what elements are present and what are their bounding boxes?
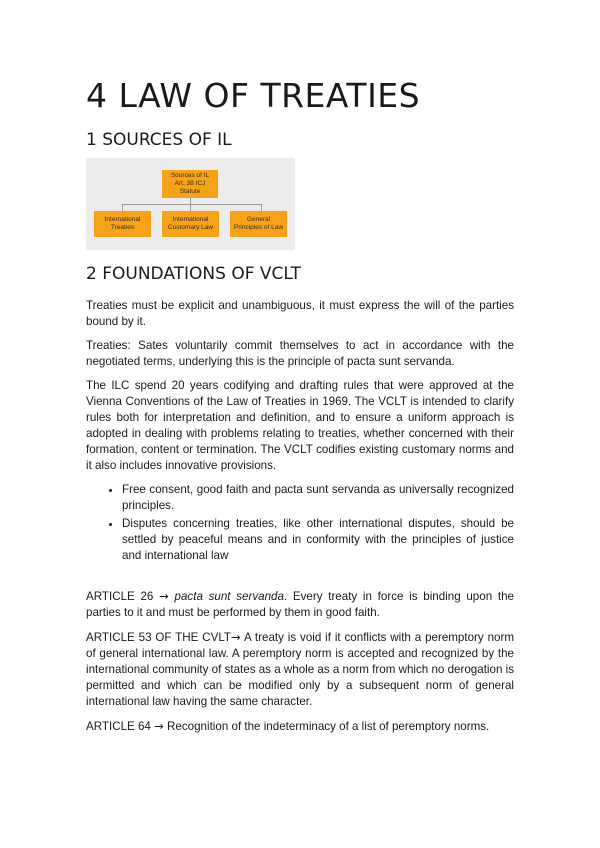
diagram-child-line: General (246, 216, 271, 223)
diagram-child-box (94, 211, 151, 237)
diagram-root-line: Sources of IL (170, 172, 210, 179)
diagram-child-line: Principles of Law (233, 224, 284, 231)
diagram-child-box (230, 211, 287, 237)
diagram-child-line: International (104, 216, 141, 223)
article-53-paragraph (86, 629, 514, 710)
article-26-paragraph (86, 588, 514, 621)
section-heading-vclt: 2 FOUNDATIONS OF VCLT (86, 264, 301, 284)
list-item: • Free consent, good faith and pacta sunt servanda as universally recognized principles. (122, 482, 514, 514)
section-heading-sources: 1 SOURCES OF IL (86, 130, 232, 150)
diagram-child-line: Customary Law (167, 224, 214, 231)
diagram-root-box (162, 170, 218, 198)
paragraph: Treaties must be explicit and unambiguous, it must express the will of the parties bound by it. (86, 299, 514, 328)
paragraph: Treaties: Sates voluntarily commit themselves to act in accordance with the negotiated terms, underlying this is the principle of pacta sunt servanda. (86, 339, 514, 368)
diagram-root-line: Statute (179, 188, 201, 195)
connector-line (122, 204, 261, 205)
connector-line (122, 204, 123, 211)
diagram-child-line: International (172, 216, 209, 223)
paragraph: The ILC spend 20 years codifying and drafting rules that were approved at the Vienna Conventions of the Law of Treaties in 1969. The VCLT is intended to clarify rules both for interpretation and definition, and to ensure a uniform approach is adopted in dealing with problems relating to treaties, whether concerned with their formation, content or termination. The VCLT codifies existing customary norms and it also includes innovative provisions. (86, 379, 514, 472)
sources-diagram (86, 158, 295, 250)
article-text: . Every treaty in force is binding upon the parties to it and must be performed by them in good faith. (86, 590, 514, 619)
arrow-icon: → (159, 589, 169, 603)
connector-line (190, 204, 191, 211)
article-64-paragraph (86, 718, 514, 735)
article-label: ARTICLE 53 OF THE CVLT (86, 631, 231, 644)
section-body (86, 298, 514, 743)
article-text: A treaty is void if it conflicts with a peremptory norm of general international law. A peremptory norm is accepted and recognized by the international community of states as a whole as a norm from which no derogation is permitted and which can be modified only by a subsequent norm of general international law having the same character. (86, 631, 514, 708)
italic-term: pacta sunt servanda (174, 590, 284, 603)
article-label: ARTICLE 26 (86, 590, 154, 603)
diagram-child-box (162, 211, 219, 237)
bullet-list (86, 482, 514, 564)
connector-line (261, 204, 262, 211)
article-text: Recognition of the indeterminacy of a list of peremptory norms. (163, 720, 490, 733)
diagram-root-line: Art. 38 ICJ (174, 180, 206, 187)
arrow-icon: → (154, 719, 164, 733)
diagram-child-line: Treaties (110, 224, 135, 231)
page-title: 4 LAW OF TREATIES (86, 76, 421, 115)
list-item: • Disputes concerning treaties, like other international disputes, should be settled by peaceful means and in conformity with the principles of justice and international law (122, 516, 514, 564)
arrow-icon: → (231, 630, 241, 644)
article-label: ARTICLE 64 (86, 720, 151, 733)
